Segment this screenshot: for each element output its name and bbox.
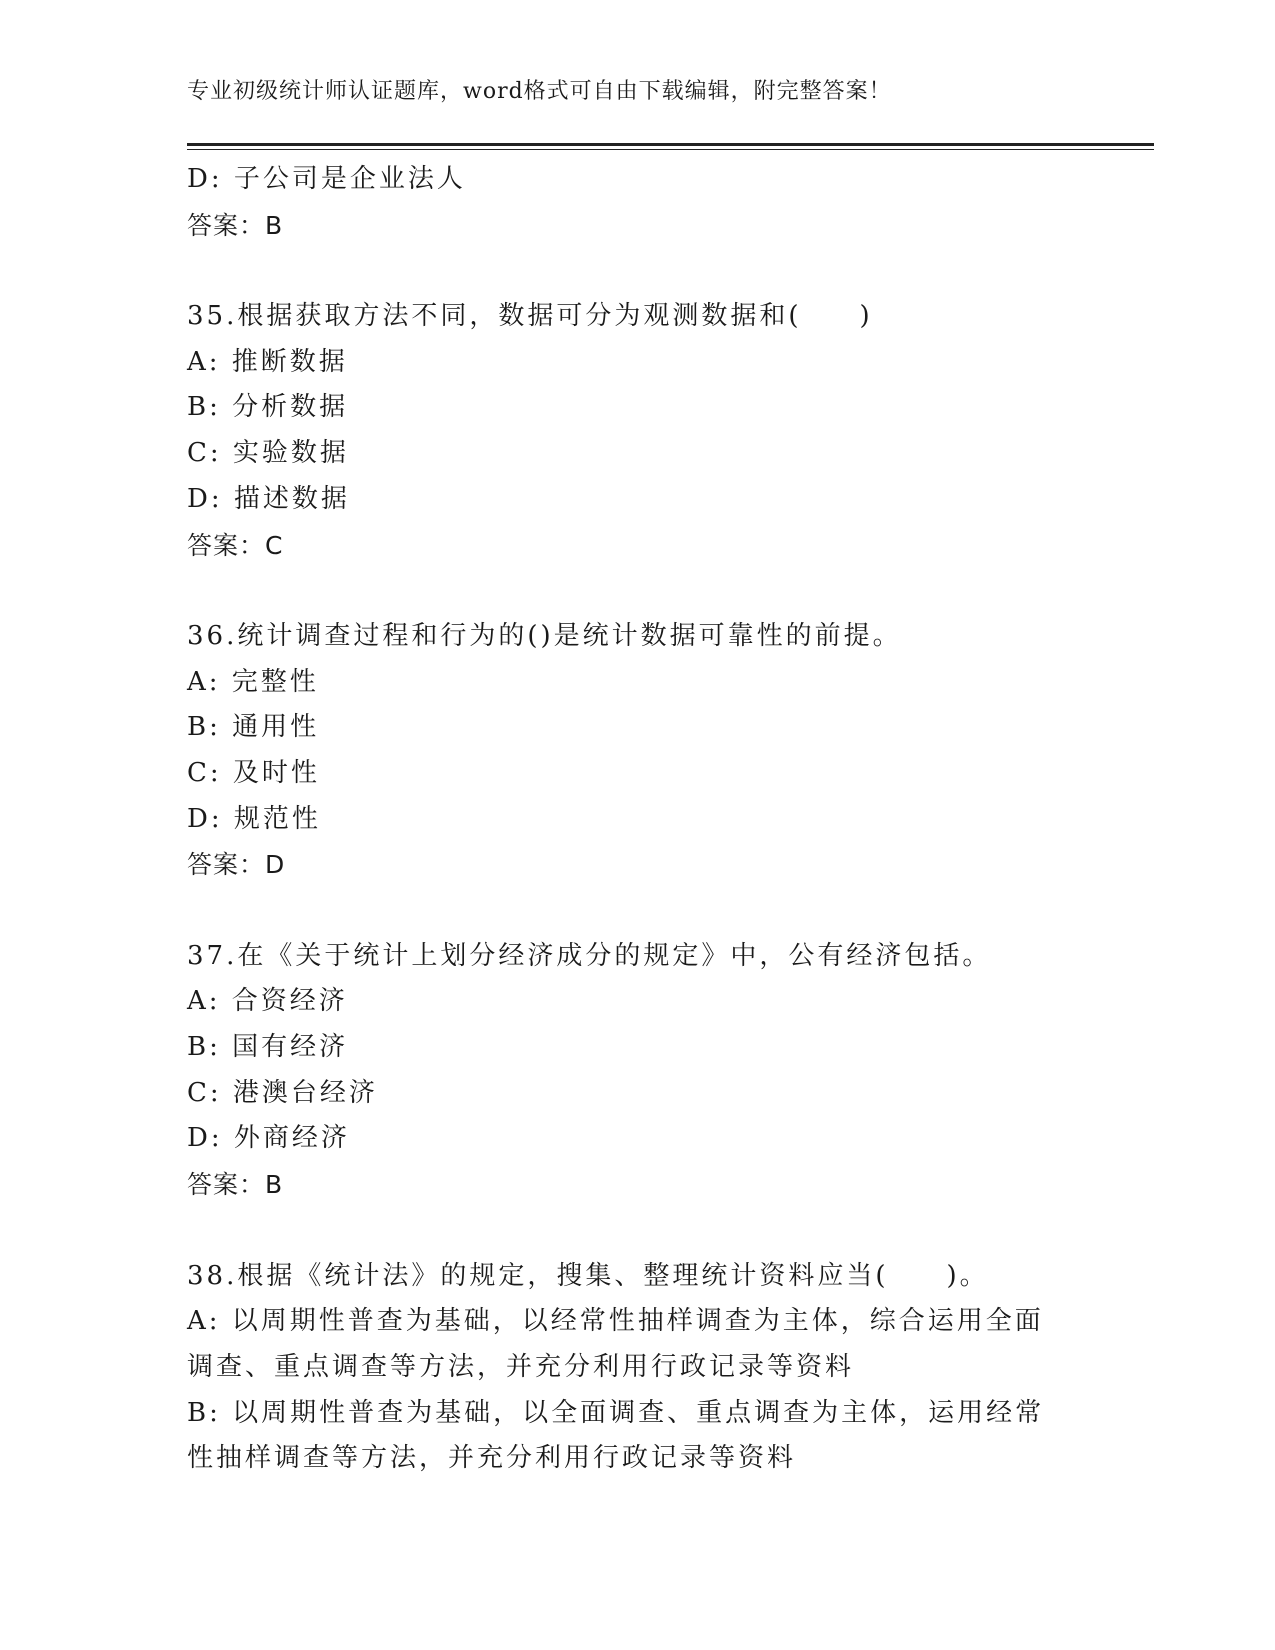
question-content <box>187 157 1087 1482</box>
question-stem: 36.统计调查过程和行为的()是统计数据可靠性的前提。 <box>187 620 902 651</box>
option-c: C: 实验数据 <box>187 438 349 469</box>
answer: 答案：B <box>187 1170 284 1200</box>
question-stem: 37.在《关于统计上划分经济成分的规定》中，公有经济包括。 <box>187 940 992 971</box>
page-header: 专业初级统计师认证题库，word格式可自由下载编辑，附完整答案！ <box>187 79 892 104</box>
question-37 <box>187 934 1087 1208</box>
option-b: B: 通用性 <box>187 712 320 743</box>
option-d: D: 外商经济 <box>187 1123 350 1154</box>
question-stem: 35.根据获取方法不同，数据可分为观测数据和( ) <box>187 301 873 332</box>
option-c: C: 及时性 <box>187 757 320 788</box>
option-a: A: 以周期性普查为基础，以经常性抽样调查为主体，综合运用全面调查、重点调查等方法，并充分利用行政记录等资料 <box>187 1306 1044 1382</box>
question-stem: 38.根据《统计法》的规定，搜集、整理统计资料应当( )。 <box>187 1260 989 1291</box>
option-a: A: 推断数据 <box>187 346 348 377</box>
option-c: C: 港澳台经济 <box>187 1077 378 1108</box>
question-38 <box>187 1254 1087 1483</box>
answer: 答案：C <box>187 530 284 560</box>
option-d: D: 规范性 <box>187 803 321 834</box>
option-b: B: 以周期性普查为基础，以全面调查、重点调查为主体，运用经常性抽样调查等方法，并充分利用行政记录等资料 <box>187 1397 1045 1474</box>
option-d: D: 描述数据 <box>187 483 350 514</box>
question-35 <box>187 294 1087 568</box>
header-divider <box>187 143 1154 150</box>
option-a: A: 完整性 <box>187 666 319 697</box>
option-b: B: 分析数据 <box>187 392 349 423</box>
answer: 答案：D <box>187 850 286 880</box>
question-36 <box>187 614 1087 888</box>
answer: 答案：B <box>187 210 284 240</box>
option-a: A: 合资经济 <box>187 986 348 1017</box>
option-d: D: 子公司是企业法人 <box>187 164 466 194</box>
option-b: B: 国有经济 <box>187 1032 349 1063</box>
